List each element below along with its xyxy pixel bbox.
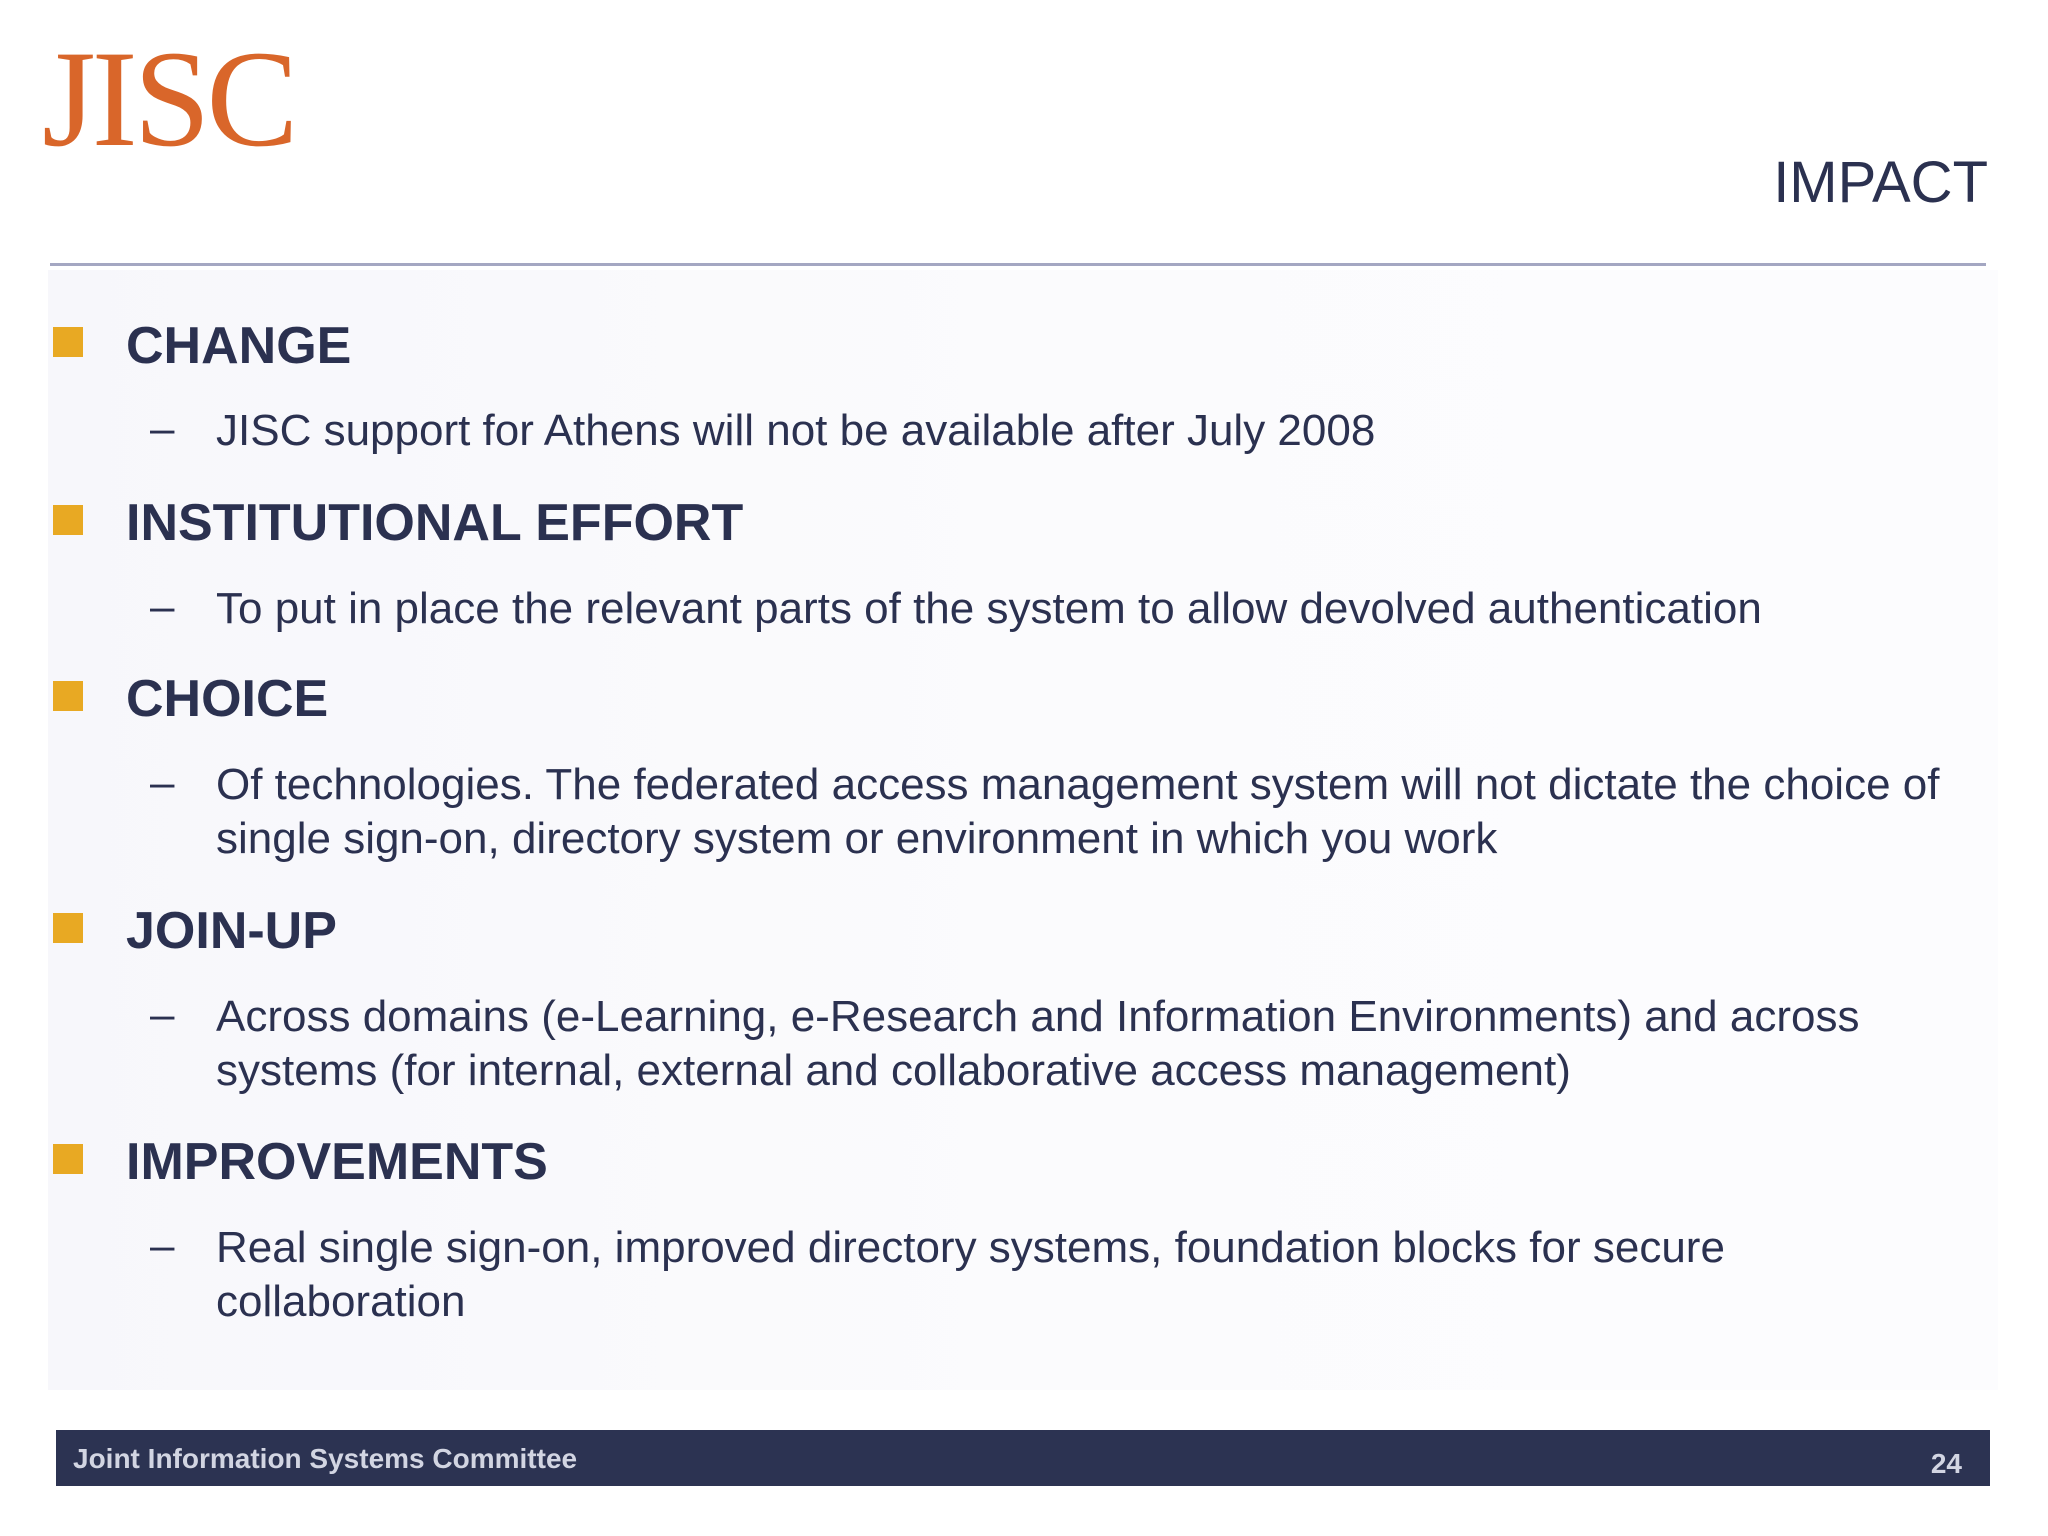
section-heading: JOIN-UP bbox=[126, 902, 337, 960]
footer-org-name: Joint Information Systems Committee bbox=[73, 1443, 578, 1474]
section-text: JISC support for Athens will not be available after July 2008 bbox=[216, 406, 1376, 455]
page-number: 24 bbox=[1930, 1448, 1962, 1479]
section-heading: CHANGE bbox=[126, 317, 352, 375]
dash-bullet-icon: – bbox=[150, 404, 175, 453]
square-bullet-icon bbox=[53, 505, 83, 535]
section-text: To put in place the relevant parts of the system to allow devolved authentication bbox=[216, 584, 1762, 633]
slide-title: IMPACT bbox=[1773, 150, 1988, 215]
footer-bar bbox=[56, 1430, 1990, 1486]
section-text: Across domains (e-Learning, e-Research and Information Environments) and across systems (for internal, external and collaborative access management) bbox=[216, 992, 1860, 1095]
section-heading: CHOICE bbox=[126, 670, 329, 728]
section-text: Real single sign-on, improved directory systems, foundation blocks for secure collaboration bbox=[216, 1223, 1725, 1326]
dash-bullet-icon: – bbox=[150, 990, 175, 1039]
square-bullet-icon bbox=[53, 681, 83, 711]
section-text: Of technologies. The federated access management system will not dictate the choice of single sign-on, directory system or environment in which you work bbox=[216, 760, 1940, 863]
square-bullet-icon bbox=[53, 327, 83, 357]
jisc-logo: JISC bbox=[42, 22, 295, 175]
title-divider bbox=[50, 263, 1986, 266]
dash-bullet-icon: – bbox=[150, 582, 175, 631]
square-bullet-icon bbox=[53, 913, 83, 943]
section-heading: IMPROVEMENTS bbox=[126, 1133, 548, 1191]
section-heading: INSTITUTIONAL EFFORT bbox=[126, 494, 744, 552]
dash-bullet-icon: – bbox=[150, 1221, 175, 1270]
dash-bullet-icon: – bbox=[150, 758, 175, 807]
square-bullet-icon bbox=[53, 1144, 83, 1174]
